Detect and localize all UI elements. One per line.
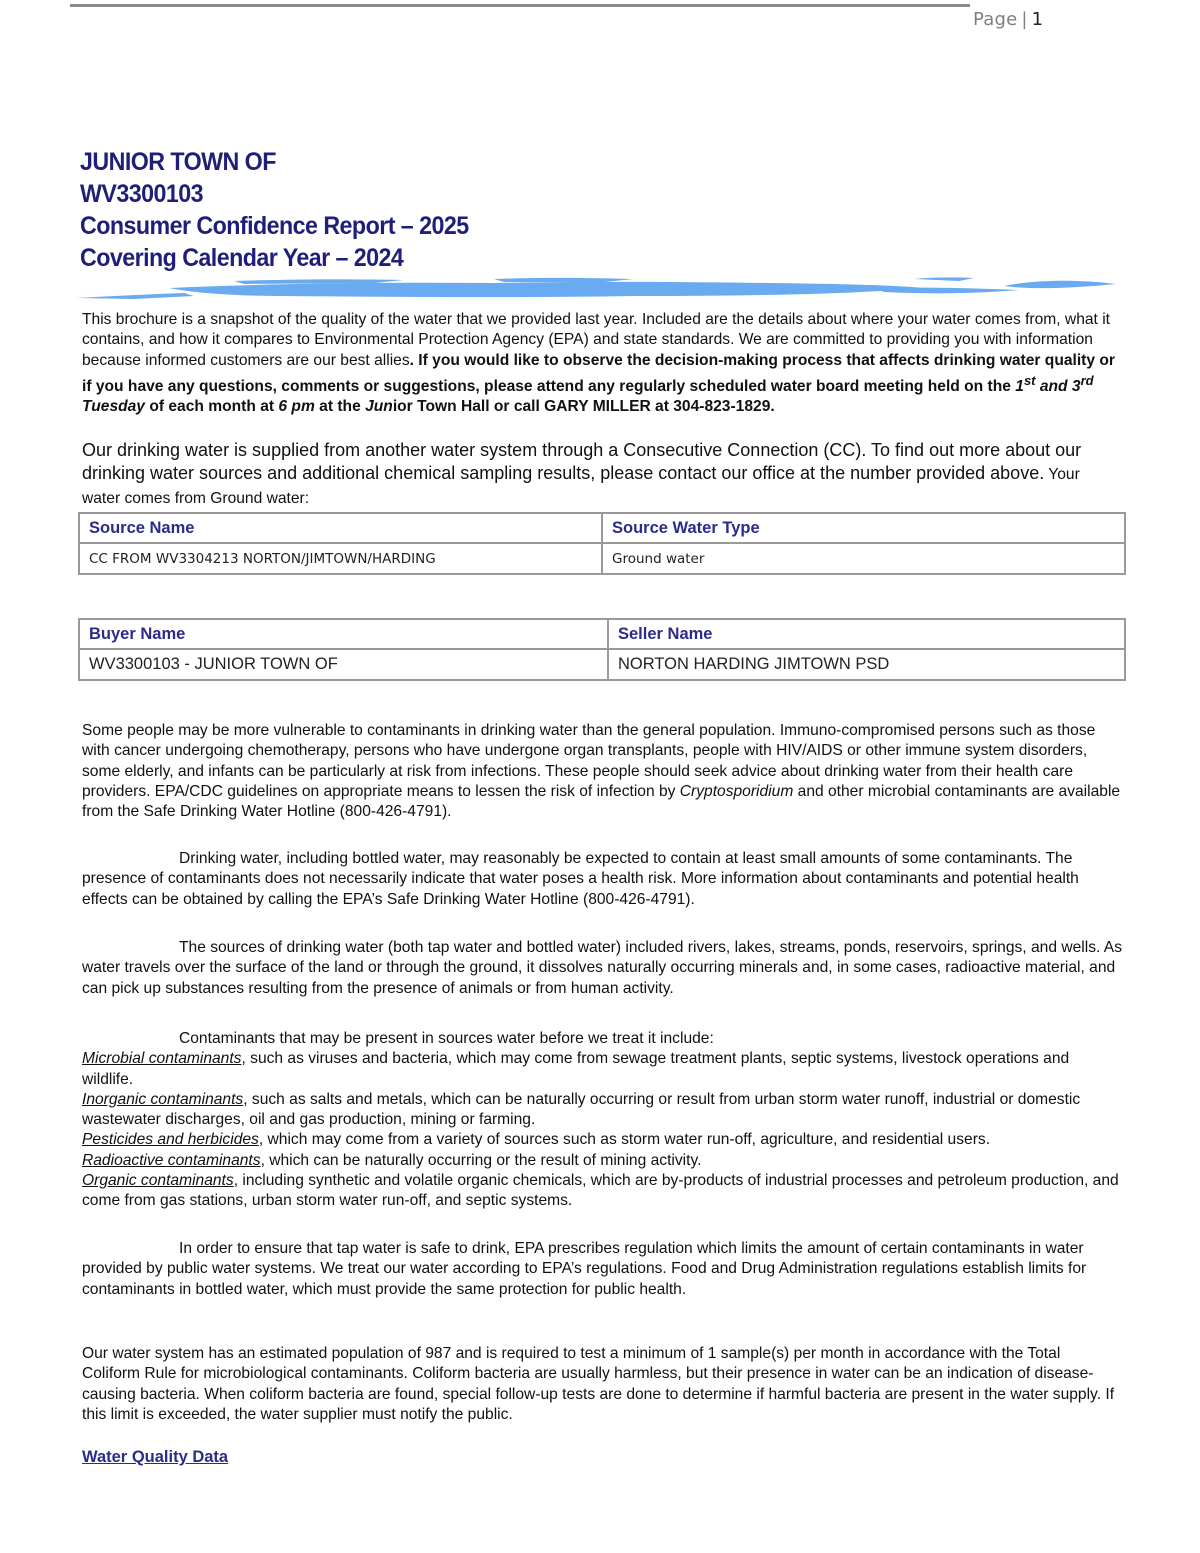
water-sources-paragraph: [82, 938, 1122, 999]
intro-text: This brochure is a snapshot of the quality of the water that we provided last year. Included are the details about where your water comes from, what it contains, and how it compares to Environmental Protection Agency (EPA) and state standards. We are committed to providing you with information because informed customers are our best allies: [82, 311, 1110, 369]
meeting-text-b: of each month at: [144, 398, 279, 416]
page-label: Page: [973, 9, 1018, 30]
contaminant-desc: , which may come from a variety of sources such as storm water run-off, agriculture, and residential users.: [258, 1131, 991, 1149]
meeting-time: 6 pm: [278, 398, 315, 416]
contaminant-term: Pesticides and herbicides: [82, 1131, 259, 1149]
source-table: [78, 512, 1126, 575]
vulnerable-hotline-text: and other microbial contaminants are available from the Safe Drinking Water Hotline (800-426-4791).: [82, 782, 1121, 821]
supply-text: Our drinking water is supplied from another water system through a Consecutive Connection (CC). To find out more about our drinking water sources and additional chemical sampling results, please contact our office at the number provided above.: [82, 440, 1082, 483]
list-item: [82, 1151, 1122, 1171]
contaminant-desc: , which can be naturally occurring or the result of mining activity.: [260, 1151, 702, 1169]
meeting-contact: ior Town Hall or call GARY MILLER at 304-823-1829.: [392, 398, 775, 416]
source-table-header: [79, 513, 1125, 543]
intro-paragraph: [82, 310, 1122, 418]
table-row: [79, 543, 1125, 574]
page-separator: |: [1021, 9, 1028, 30]
meeting-text-c: at the: [314, 398, 366, 416]
header-source-water-type: Source Water Type: [602, 513, 1125, 543]
contaminant-desc: , including synthetic and volatile organic chemicals, which are by-products of industrial processes and petroleum production, and come from gas stations, urban storm water run-off, and septic systems.: [82, 1172, 1119, 1210]
header-source-name: Source Name: [79, 513, 602, 543]
meeting-ordinal-2-suffix: rd: [1080, 372, 1094, 388]
header-buyer-name: Buyer Name: [79, 619, 608, 649]
bottled-water-paragraph: [82, 849, 1122, 910]
contaminants-section: [82, 1029, 1122, 1212]
contaminant-desc: , such as viruses and bacteria, which may come from sewage treatment plants, septic systems, livestock operations and wildlife.: [82, 1050, 1070, 1088]
contaminant-term: Organic contaminants: [82, 1172, 234, 1190]
source-name-cell: CC FROM WV3304213 NORTON/JIMTOWN/HARDING: [79, 543, 602, 574]
meeting-ordinal-2: and 3: [1035, 378, 1081, 396]
contaminant-term: Microbial contaminants: [82, 1050, 242, 1068]
meeting-ordinal-1-suffix: st: [1023, 372, 1036, 388]
list-item: [82, 1171, 1122, 1212]
cryptosporidium-term: Cryptosporidium: [679, 782, 794, 800]
bottled-text: Drinking water, including bottled water, may reasonably be expected to contain at least small amounts of some contaminants. The presence of contaminants does not necessarily indicate that water poses a health risk. More information about contaminants and potential health effects can be obtained by calling the EPA’s Safe Drinking Water Hotline (800-426-4791).: [82, 850, 1079, 908]
water-quality-data-link[interactable]: Water Quality Data: [82, 1448, 229, 1466]
supply-source-note: Your water comes from Ground water:: [82, 465, 1080, 507]
contaminant-term: Inorganic contaminants: [82, 1090, 244, 1108]
list-item: [82, 1130, 1122, 1150]
contaminants-intro: [82, 1029, 1122, 1049]
buyer-seller-table-header: [79, 619, 1125, 649]
contaminant-desc: , such as salts and metals, which can be naturally occurring or result from urban storm water runoff, industrial or domestic wastewater discharges, oil and gas production, mining or farming.: [82, 1090, 1081, 1129]
table-row: [79, 649, 1125, 680]
vulnerable-populations-paragraph: [82, 721, 1122, 822]
regulation-text: In order to ensure that tap water is safe to drink, EPA prescribes regulation which limits the amount of certain contaminants in water provided by public water systems. We treat our water according to EPA’s regulations. Food and Drug Administration regulations establish limits for contaminants in bottled water, which must provide the same protection for public health.: [82, 1240, 1087, 1298]
meeting-text-a: . If you would like to observe the decision-making process that affects drinking water quality or if you have any questions, comments or suggestions, please attend any regularly scheduled water board meeting held on the: [82, 351, 1115, 396]
seller-name-cell: NORTON HARDING JIMTOWN PSD: [608, 649, 1125, 680]
list-item: [82, 1049, 1122, 1090]
sources-text: The sources of drinking water (both tap water and bottled water) included rivers, lakes, streams, ponds, reservoirs, springs, and wells. As water travels over the surface of the land or through the ground, it dissolves naturally occurring minerals and, in some cases, radioactive material, and can pick up substances resulting from the presence of animals or from human activity.: [82, 939, 1122, 997]
vulnerable-text: Some people may be more vulnerable to contaminants in drinking water than the general population. Immuno-compromised persons such as those with cancer undergoing chemotherapy, persons who have undergone organ transplants, people with HIV/AIDS or other immune system disorders, some elderly, and infants can be particularly at risk from infections. These people should seek advice about drinking water from their health care providers. EPA/CDC guidelines on appropriate means to lessen the risk of infection by: [82, 722, 1096, 800]
buyer-name-cell: WV3300103 - JUNIOR TOWN OF: [79, 649, 608, 680]
regulation-paragraph: [82, 1239, 1122, 1300]
page-number-value: 1: [1031, 9, 1044, 30]
page-number: [973, 9, 1043, 30]
coliform-text: Our water system has an estimated population of 987 and is required to test a minimum of 1 sample(s) per month in accordance with the Total Coliform Rule for microbiological contaminants. Coliform bacteria are usually harmless, but their presence in water can be an indication of disease-causing bacteria. When coliform bacteria are found, special follow-up tests are done to determine if harmful bacteria are present in the water supply. If this limit is exceeded, the water supplier must notify the public.: [82, 1345, 1115, 1423]
meeting-ordinal-1: 1: [1015, 378, 1024, 396]
title-system-id: WV3300103: [80, 180, 203, 208]
meeting-day: Tuesday: [82, 398, 145, 416]
water-brush-stroke-decoration: [74, 276, 1119, 304]
header-rule: [70, 4, 970, 7]
title-system-name: JUNIOR TOWN OF: [80, 148, 276, 176]
contaminants-intro-text: Contaminants that may be present in sources water before we treat it include:: [179, 1030, 714, 1047]
header-seller-name: Seller Name: [608, 619, 1125, 649]
contaminant-term: Radioactive contaminants: [82, 1151, 261, 1169]
supply-paragraph: [82, 439, 1122, 511]
coliform-paragraph: [82, 1344, 1122, 1425]
meeting-place-part: Jun: [365, 398, 393, 416]
report-title: [80, 146, 469, 274]
list-item: [82, 1090, 1122, 1131]
title-report-name: Consumer Confidence Report – 2025: [80, 212, 469, 240]
buyer-seller-table: [78, 618, 1126, 681]
source-water-type-cell: Ground water: [602, 543, 1125, 574]
title-covering-year: Covering Calendar Year – 2024: [80, 244, 404, 272]
